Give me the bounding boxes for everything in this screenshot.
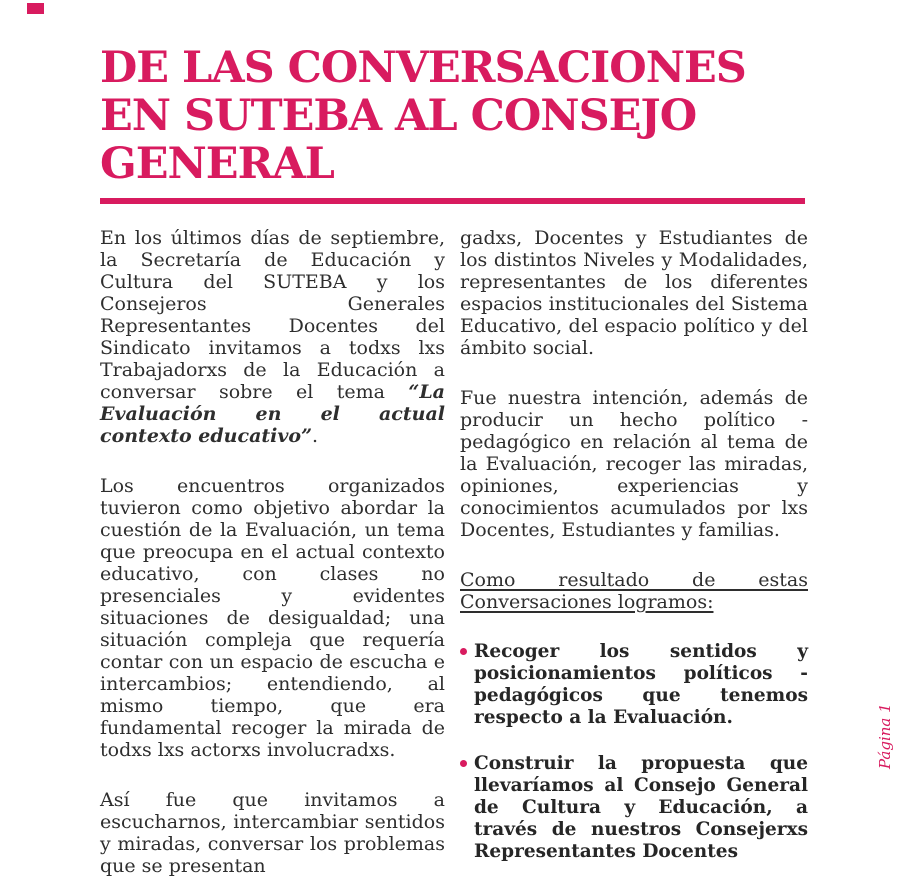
bullet-item-construir: [460, 753, 808, 863]
page-number-label: Página 1: [876, 703, 894, 769]
page-title-line: DE LAS CONVERSACIONES: [100, 43, 746, 93]
page-title-line: GENERAL: [100, 139, 334, 189]
paragraph-continuation: gadxs, Docentes y Estudiantes de los distintos Niveles y Modalidades, representantes de los diferentes espacios institucionales del Sistema Educativo, del espacio político y del ámbito social.: [460, 227, 808, 359]
paragraph-invitacion: Así fue que invitamos a escucharnos, intercambiar sentidos y miradas, conversar los problemas que se presentan: [100, 789, 445, 877]
results-heading: Como resultado de estas Conversaciones logramos:: [460, 569, 808, 613]
right-column: [460, 227, 808, 862]
bullet-icon: [460, 648, 467, 655]
paragraph-intro-tail: .: [312, 425, 319, 447]
paragraph-intro-emphasis: “La Evaluación en el actual contexto educativo”: [100, 381, 445, 447]
paragraph-intencion: Fue nuestra intención, además de producir un hecho político - pedagógico en relación al tema de la Evaluación, recoger las miradas, opiniones, experiencias y conocimientos acumulados por lxs Docentes, Estudiantes y familias.: [460, 387, 808, 541]
bullet-item-recoger: [460, 641, 808, 729]
paragraph-intro: [100, 227, 445, 447]
title-underline-rule: [100, 198, 805, 204]
page-title-line: EN SUTEBA AL CONSEJO: [100, 91, 697, 141]
bullet-icon: [460, 760, 467, 767]
paragraph-encuentros: Los encuentros organizados tuvieron como objetivo abordar la cuestión de la Evaluación, un tema que preocupa en el actual contexto educativo, con clases no presenciales y evidentes situaciones de desigualdad; una situación compleja que requería contar con un espacio de escucha e intercambios; entendiendo, al mismo tiempo, que era fundamental recoger la mirada de todxs lxs actorxs involucradxs.: [100, 475, 445, 761]
corner-mark: [27, 3, 44, 14]
page-title: [100, 44, 815, 188]
left-column: [100, 227, 445, 877]
bullet-text: Construir la propuesta que llevaríamos al Consejo General de Cultura y Educación, a través de nuestros Consejerxs Representantes Docentes: [474, 753, 808, 862]
bullet-text: Recoger los sentidos y posicionamientos políticos - pedagógicos que tenemos respecto a la Evaluación.: [474, 641, 808, 728]
paragraph-intro-lead: En los últimos días de septiembre, la Secretaría de Educación y Cultura del SUTEBA y los Consejeros Generales Representantes Docentes del Sindicato invitamos a todxs lxs Trabajadorxs de la Educación a conversar sobre el tema: [100, 227, 445, 403]
